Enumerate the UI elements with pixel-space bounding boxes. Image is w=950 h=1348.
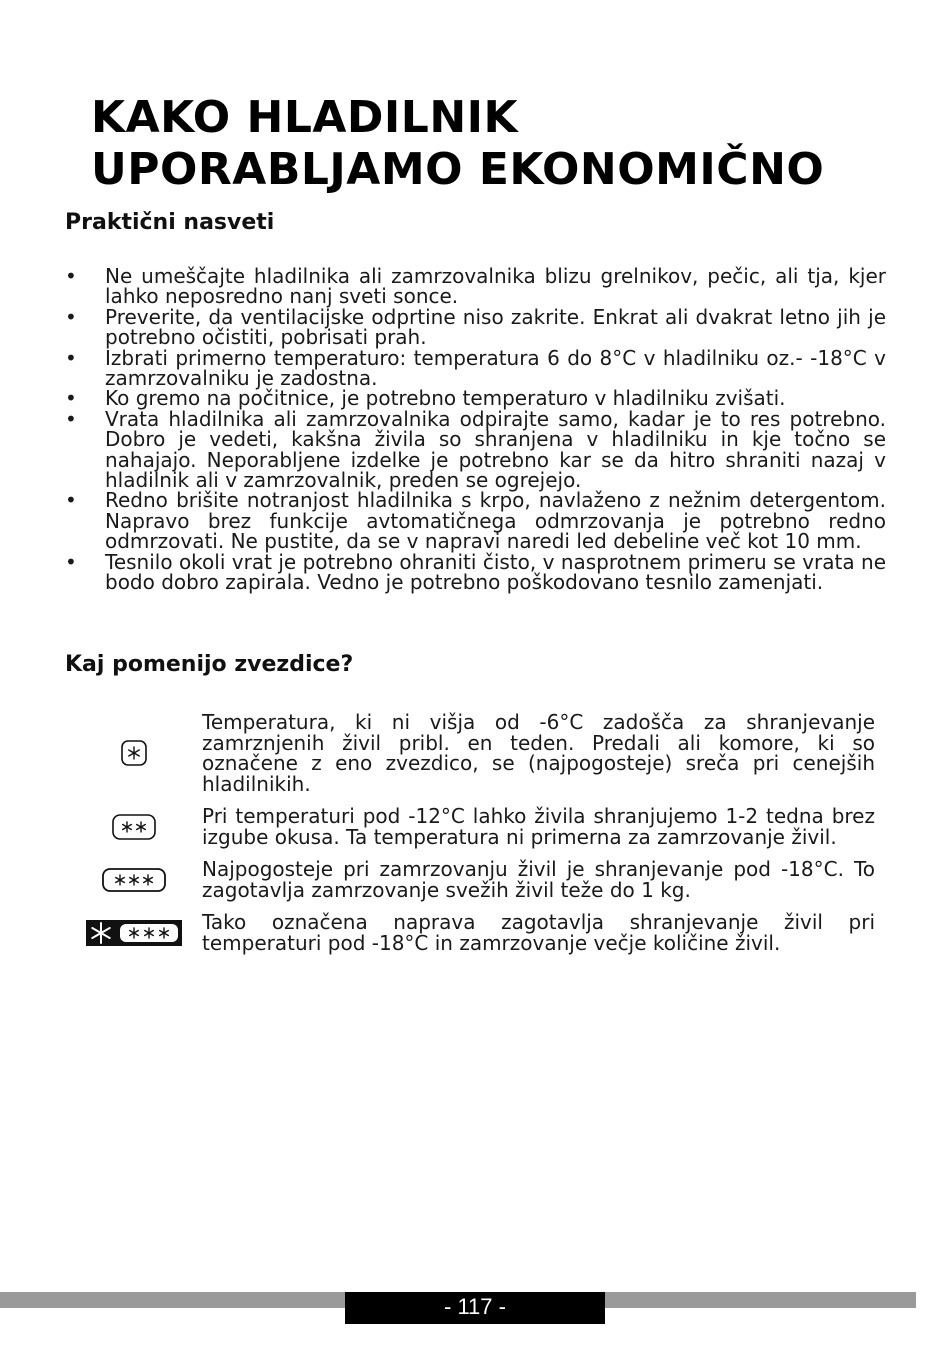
star-row-one [65,712,875,794]
page-title [91,92,911,196]
bullet-icon: • [65,264,77,288]
list-item-text: Ne umeščajte hladilnika ali zamrzovalnika blizu grelnikov, pečic, ali tja, kjer lahko neposredno nanj sveti sonce. [105,264,886,309]
list-item [65,266,886,307]
list-item-text: Tesnilo okoli vrat je potrebno ohraniti čisto, v nasprotnem primeru se vrata ne bodo dobro zapirala. Vedno je potrebno poškodovano tesnilo zamenjati. [105,549,886,595]
one-star-icon [119,738,149,768]
list-item [65,386,886,411]
bullet-icon: • [65,386,77,411]
star-row-text: Pri temperaturi pod -12°C lahko živila shranjujemo 1-2 tedna brez izgube okusa. Ta temperatura ni primerna za zamrzovanje živil. [202,804,875,849]
bullet-icon: • [65,549,77,574]
star-row-four [65,912,875,953]
star-row-three [65,859,875,900]
list-item [65,304,886,350]
three-star-icon [100,866,168,894]
list-item [65,345,886,391]
star-row-text: Najpogosteje pri zamrzovanju živil je shranjevanje pod -18°C. To zagotavlja zamrzovanje svežih živil teže do 1 kg. [202,857,875,902]
list-item [65,406,886,493]
list-item [65,488,886,554]
list-item-text: Ko gremo na počitnice, je potrebno temperaturo v hladilniku zvišati. [105,386,786,411]
page-number: - 117 - [345,1292,605,1324]
list-item-text: Izbrati primerno temperaturo: temperatura 6 do 8°C v hladilniku oz.- -18°C v zamrzovalniku je zadostna. [105,345,886,391]
list-item-text: Preverite, da ventilacijske odprtine niso zakrite. Enkrat ali dvakrat letno jih je potrebno očistiti, pobrisati prah. [105,304,886,350]
two-star-icon [110,812,158,842]
bullet-icon: • [65,345,77,370]
list-item-text: Redno brišite notranjost hladilnika s krpo, navlaženo z nežnim detergentom. Napravo brez funkcije avtomatičnega odmrzovanja je potrebno redno odmrzovati. Ne pustite, da se v napravi naredi led debeline več kot 10 mm. [105,488,886,554]
page-title-line-1: KAKO HLADILNIK [91,92,519,143]
star-row-text: Tako označena naprava zagotavlja shranjevanje živil pri temperaturi pod -18°C in zamrzovanje večje količine živil. [202,910,875,955]
star-row-two [65,806,875,847]
list-item [65,549,886,595]
tips-list [65,266,886,593]
star-row-text: Temperatura, ki ni višja od -6°C zadošča za shranjevanje zamrznjenih živil pribl. en teden. Predali ali komore, ki so označene z eno zvezdico, se (najpogosteje) sreča pri cenejših hladilnikih. [202,710,875,796]
four-star-icon [84,917,184,949]
section-heading-practical-tips: Praktični nasveti [65,210,275,235]
bullet-icon: • [65,304,77,329]
list-item-text: Vrata hladilnika ali zamrzovalnika odpirajte samo, kadar je to res potrebno. Dobro je vedeti, kakšna živila so shranjena v hladilniku in kje točno se nahajajo. Neporabljene izdelke je potrebno kar se da hitro shraniti nazaj v hladilnik ali v zamrzovalnik, preden se ogrejejo. [105,406,886,493]
page-title-line-2: UPORABLJAMO EKONOMIČNO [91,144,825,195]
star-ratings-table [65,712,875,965]
bullet-icon: • [65,488,77,513]
bullet-icon: • [65,406,77,431]
section-heading-stars: Kaj pomenijo zvezdice? [65,652,354,677]
